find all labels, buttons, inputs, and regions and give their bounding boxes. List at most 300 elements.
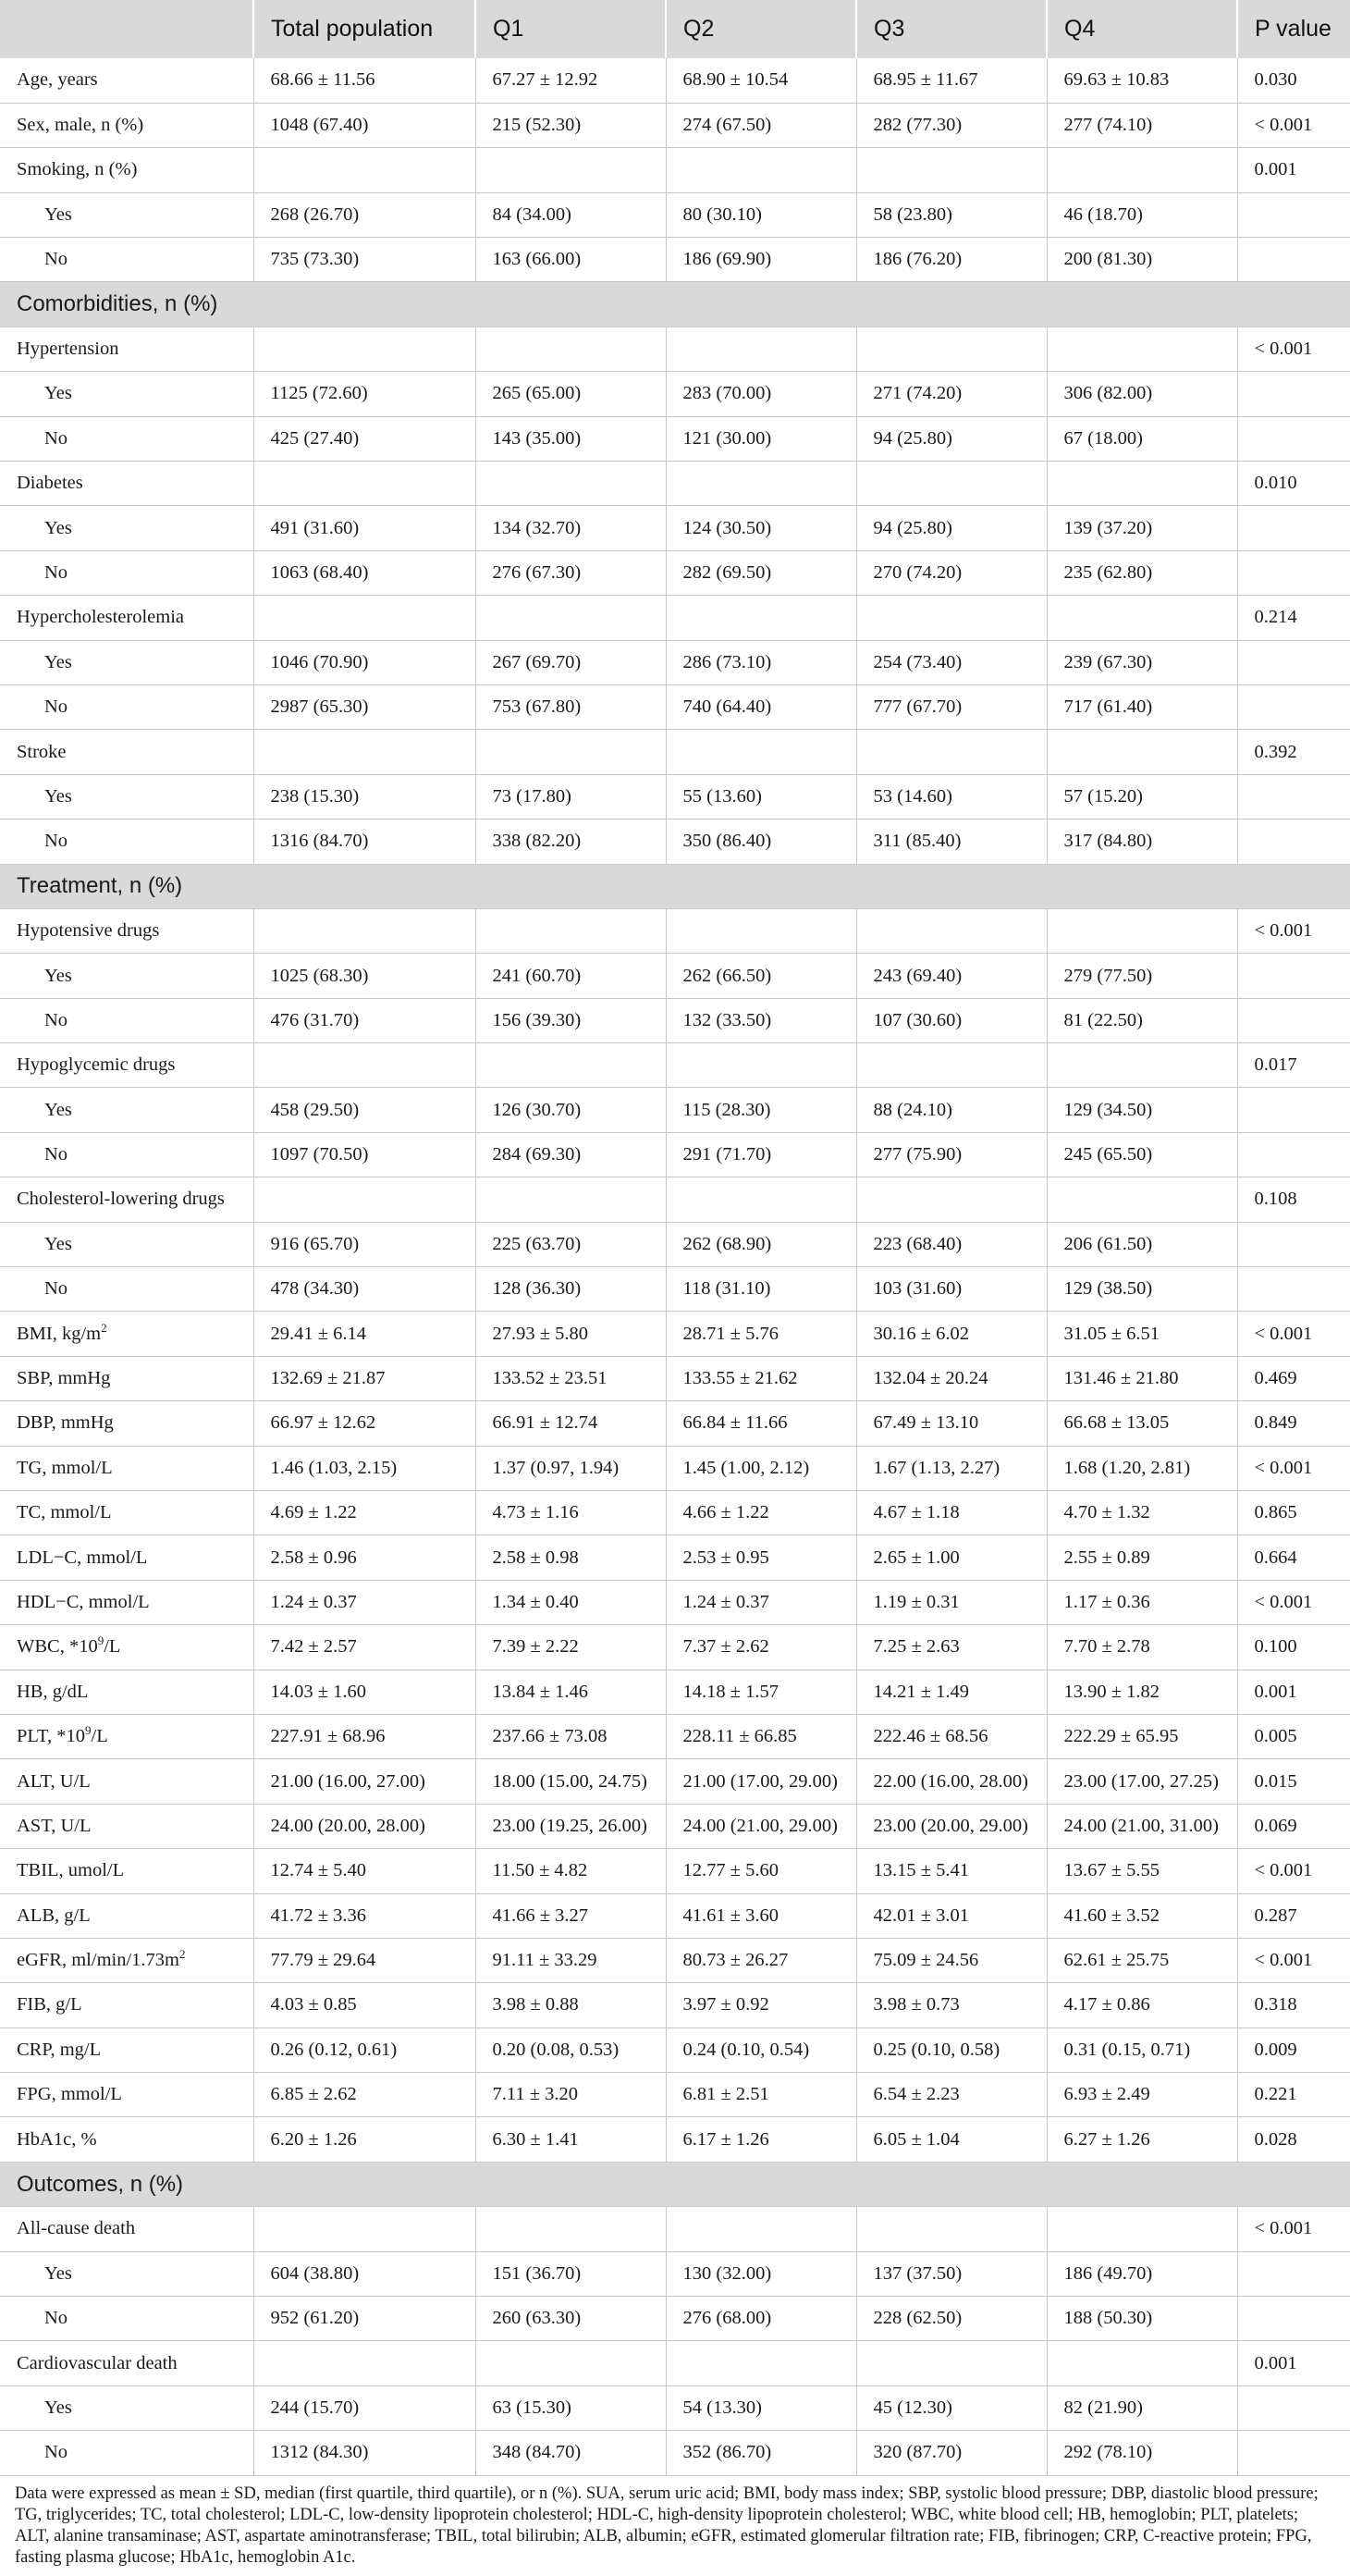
cell-q4: 0.31 (0.15, 0.71) [1047,2028,1237,2072]
cell-p-value [1237,640,1350,684]
row-label [0,1714,253,1758]
cell-p-value: 0.221 [1237,2073,1350,2117]
row-label-text: No [44,1278,68,1300]
row-label-text: PLT, *10 [17,1726,86,1747]
cell-p-value: 0.010 [1237,462,1350,506]
cell-q2: 7.37 ± 2.62 [666,1625,856,1670]
row-label [0,1177,253,1222]
cell-total: 0.26 (0.12, 0.61) [253,2028,475,2072]
subcategory-row [0,1132,1350,1177]
cell-q4: 62.61 ± 25.75 [1047,1938,1237,1982]
section-title: Outcomes, n (%) [0,2162,1350,2206]
cell-p-value [1237,2431,1350,2475]
row-label [0,327,253,371]
cell-q4 [1047,2207,1237,2251]
cell-q2 [666,1177,856,1222]
cell-q3: 4.67 ± 1.18 [856,1491,1047,1535]
row-label [0,596,253,640]
row-label-text: Yes [44,651,72,672]
cell-q4: 277 (74.10) [1047,103,1237,147]
cell-q4 [1047,1177,1237,1222]
cell-q1: 237.66 ± 73.08 [475,1714,666,1758]
cell-q3: 88 (24.10) [856,1088,1047,1132]
table-row [0,1356,1350,1400]
cell-q3: 67.49 ± 13.10 [856,1401,1047,1446]
subcategory-row [0,954,1350,998]
cell-q4: 13.90 ± 1.82 [1047,1670,1237,1714]
cell-q3: 6.05 ± 1.04 [856,2117,1047,2162]
cell-q3: 75.09 ± 24.56 [856,1938,1047,1982]
cell-q3: 2.65 ± 1.00 [856,1535,1047,1580]
cell-q1 [475,730,666,774]
cell-p-value: 0.100 [1237,1625,1350,1670]
cell-q1: 73 (17.80) [475,774,666,819]
cell-total: 1048 (67.40) [253,103,475,147]
cell-q1: 11.50 ± 4.82 [475,1849,666,1893]
cell-q3: 94 (25.80) [856,506,1047,550]
cell-q2: 286 (73.10) [666,640,856,684]
cell-q3: 311 (85.40) [856,820,1047,864]
cell-q4: 81 (22.50) [1047,998,1237,1042]
row-label [0,2297,253,2341]
header-cell-variable [0,0,253,58]
cell-q2: 21.00 (17.00, 29.00) [666,1759,856,1804]
cell-q3 [856,730,1047,774]
cell-p-value: 0.001 [1237,148,1350,192]
cell-total [253,462,475,506]
cell-q1: 27.93 ± 5.80 [475,1312,666,1356]
row-label-text: Cardiovascular death [17,2352,178,2373]
header-cell-q1: Q1 [475,0,666,58]
cell-total: 1.24 ± 0.37 [253,1580,475,1624]
section-title: Comorbidities, n (%) [0,282,1350,327]
row-label [0,2207,253,2251]
cell-q3: 6.54 ± 2.23 [856,2073,1047,2117]
table-row [0,1401,1350,1446]
cell-q2: 6.17 ± 1.26 [666,2117,856,2162]
cell-p-value [1237,238,1350,282]
row-label-text: TG, mmol/L [17,1457,113,1478]
subcategory-row [0,506,1350,550]
row-label [0,2431,253,2475]
cell-q1 [475,327,666,371]
cell-total: 1046 (70.90) [253,640,475,684]
table-row [0,1893,1350,1938]
cell-q2: 283 (70.00) [666,372,856,416]
cell-q1: 63 (15.30) [475,2385,666,2430]
cell-p-value [1237,998,1350,1042]
cell-q1: 66.91 ± 12.74 [475,1401,666,1446]
cell-total: 478 (34.30) [253,1267,475,1312]
cell-p-value [1237,416,1350,461]
cell-p-value: 0.318 [1237,1983,1350,2028]
cell-total: 14.03 ± 1.60 [253,1670,475,1714]
row-label-text: Yes [44,1099,72,1120]
row-label-text: HbA1c, % [17,2128,97,2150]
cell-q1: 163 (66.00) [475,238,666,282]
cell-q4: 717 (61.40) [1047,684,1237,729]
cell-p-value: < 0.001 [1237,1446,1350,1490]
cell-q2: 262 (68.90) [666,1222,856,1266]
cell-q3: 320 (87.70) [856,2431,1047,2475]
cell-p-value: < 0.001 [1237,1312,1350,1356]
cell-q2: 4.66 ± 1.22 [666,1491,856,1535]
cell-p-value [1237,192,1350,237]
cell-q2: 115 (28.30) [666,1088,856,1132]
cell-q3 [856,148,1047,192]
row-label-text: No [44,249,68,270]
row-label-text: Diabetes [17,473,83,494]
cell-total: 1063 (68.40) [253,550,475,595]
cell-q4 [1047,148,1237,192]
row-label [0,954,253,998]
row-label-text: All-cause death [17,2218,136,2239]
cell-p-value [1237,774,1350,819]
cell-q3 [856,2341,1047,2385]
cell-total: 21.00 (16.00, 27.00) [253,1759,475,1804]
cell-q4: 139 (37.20) [1047,506,1237,550]
cell-q1: 84 (34.00) [475,192,666,237]
table-row [0,1804,1350,1848]
cell-total [253,148,475,192]
cell-p-value: 0.287 [1237,1893,1350,1938]
table-row [0,730,1350,774]
cell-q1: 3.98 ± 0.88 [475,1983,666,2028]
cell-q2 [666,327,856,371]
cell-total: 6.85 ± 2.62 [253,2073,475,2117]
cell-q1: 151 (36.70) [475,2251,666,2296]
row-label [0,1132,253,1177]
cell-total: 244 (15.70) [253,2385,475,2430]
cell-p-value: 0.028 [1237,2117,1350,2162]
cell-q3: 45 (12.30) [856,2385,1047,2430]
cell-q1: 7.39 ± 2.22 [475,1625,666,1670]
cell-q4: 6.27 ± 1.26 [1047,2117,1237,2162]
cell-q2: 262 (66.50) [666,954,856,998]
cell-q4: 200 (81.30) [1047,238,1237,282]
row-label [0,1222,253,1266]
cell-total: 1125 (72.60) [253,372,475,416]
subcategory-row [0,2297,1350,2341]
row-label [0,238,253,282]
table-row [0,1938,1350,1982]
cell-total: 604 (38.80) [253,2251,475,2296]
subcategory-row [0,820,1350,864]
cell-q3 [856,1043,1047,1088]
cell-q2 [666,462,856,506]
cell-p-value [1237,1222,1350,1266]
table-row [0,1670,1350,1714]
table-row [0,1446,1350,1490]
cell-p-value: < 0.001 [1237,908,1350,953]
row-label [0,1356,253,1400]
subcategory-row [0,2385,1350,2430]
row-label [0,1043,253,1088]
cell-q1 [475,1177,666,1222]
cell-total: 952 (61.20) [253,2297,475,2341]
subcategory-row [0,550,1350,595]
cell-q2: 6.81 ± 2.51 [666,2073,856,2117]
cell-q1: 260 (63.30) [475,2297,666,2341]
section-header-row [0,2162,1350,2206]
cell-q3: 23.00 (20.00, 29.00) [856,1804,1047,1848]
row-label [0,774,253,819]
section-header-row [0,864,1350,908]
cell-q1: 225 (63.70) [475,1222,666,1266]
row-label-text: Yes [44,383,72,404]
cell-q1 [475,2207,666,2251]
row-label-text: AST, U/L [17,1815,92,1836]
row-label [0,1849,253,1893]
cell-q3: 243 (69.40) [856,954,1047,998]
table-row [0,1491,1350,1535]
cell-p-value: 0.001 [1237,2341,1350,2385]
header-cell-p-value: P value [1237,0,1350,58]
cell-q1: 128 (36.30) [475,1267,666,1312]
cell-p-value [1237,1267,1350,1312]
table-row [0,2207,1350,2251]
cell-q4 [1047,730,1237,774]
cell-q3: 94 (25.80) [856,416,1047,461]
cell-total [253,1177,475,1222]
cell-q1: 91.11 ± 33.29 [475,1938,666,1982]
row-label-suffix: /L [91,1726,108,1747]
cell-q2: 276 (68.00) [666,2297,856,2341]
cell-q4: 7.70 ± 2.78 [1047,1625,1237,1670]
cell-q1 [475,908,666,953]
cell-total: 458 (29.50) [253,1088,475,1132]
cell-total: 68.66 ± 11.56 [253,58,475,103]
cell-q2: 118 (31.10) [666,1267,856,1312]
row-label-text: DBP, mmHg [17,1412,114,1434]
cell-p-value: 0.001 [1237,1670,1350,1714]
cell-q2: 121 (30.00) [666,416,856,461]
cell-total: 1316 (84.70) [253,820,475,864]
cell-q3 [856,462,1047,506]
cell-q4: 306 (82.00) [1047,372,1237,416]
header-cell-q3: Q3 [856,0,1047,58]
row-label [0,1670,253,1714]
cell-p-value [1237,2251,1350,2296]
cell-q3: 58 (23.80) [856,192,1047,237]
cell-q4: 129 (34.50) [1047,1088,1237,1132]
row-label-superscript: 9 [85,1723,92,1738]
cell-q3: 22.00 (16.00, 28.00) [856,1759,1047,1804]
row-label-text: FPG, mmol/L [17,2084,122,2105]
subcategory-row [0,2251,1350,2296]
cell-q1 [475,2341,666,2385]
cell-total: 916 (65.70) [253,1222,475,1266]
row-label-text: HDL−C, mmol/L [17,1591,150,1612]
cell-q2: 186 (69.90) [666,238,856,282]
cell-p-value: 0.849 [1237,1401,1350,1446]
row-label-text: Stroke [17,741,67,762]
cell-q3: 68.95 ± 11.67 [856,58,1047,103]
row-label-text: BMI, kg/m [17,1323,102,1344]
row-label [0,1759,253,1804]
table-row [0,1625,1350,1670]
cell-q3: 271 (74.20) [856,372,1047,416]
row-label [0,2385,253,2430]
row-label-text: Yes [44,2397,72,2418]
table-row [0,2028,1350,2072]
cell-q2: 228.11 ± 66.85 [666,1714,856,1758]
cell-q4: 2.55 ± 0.89 [1047,1535,1237,1580]
row-label-text: SBP, mmHg [17,1368,111,1389]
row-label-suffix: /L [104,1636,121,1658]
cell-q2: 274 (67.50) [666,103,856,147]
cell-q1: 265 (65.00) [475,372,666,416]
cell-p-value: 0.069 [1237,1804,1350,1848]
cell-p-value: 0.009 [1237,2028,1350,2072]
cell-q3: 103 (31.60) [856,1267,1047,1312]
cell-q1: 348 (84.70) [475,2431,666,2475]
cell-q1: 284 (69.30) [475,1132,666,1177]
row-label [0,730,253,774]
row-label-text: eGFR, ml/min/1.73m [17,1950,179,1971]
cell-q1: 133.52 ± 23.51 [475,1356,666,1400]
cell-q1 [475,148,666,192]
header-cell-q2: Q2 [666,0,856,58]
cell-q3: 1.67 (1.13, 2.27) [856,1446,1047,1490]
subcategory-row [0,1088,1350,1132]
cell-p-value: 0.015 [1237,1759,1350,1804]
cell-q1 [475,462,666,506]
cell-q2 [666,596,856,640]
table-row [0,58,1350,103]
row-label-text: No [44,1144,68,1165]
cell-q2: 130 (32.00) [666,2251,856,2296]
cell-q3: 282 (77.30) [856,103,1047,147]
row-label-text: Smoking, n (%) [17,159,138,180]
cell-q2: 2.53 ± 0.95 [666,1535,856,1580]
cell-q4: 239 (67.30) [1047,640,1237,684]
cell-q1: 1.37 (0.97, 1.94) [475,1446,666,1490]
row-label [0,416,253,461]
table-header [0,0,1350,58]
cell-q1: 6.30 ± 1.41 [475,2117,666,2162]
cell-q2: 3.97 ± 0.92 [666,1983,856,2028]
cell-q3: 223 (68.40) [856,1222,1047,1266]
row-label [0,1401,253,1446]
cell-p-value [1237,684,1350,729]
row-label [0,372,253,416]
table-row [0,1177,1350,1222]
table-row [0,596,1350,640]
row-label-text: WBC, *10 [17,1636,98,1658]
cell-q1: 13.84 ± 1.46 [475,1670,666,1714]
cell-total: 2987 (65.30) [253,684,475,729]
row-label-text: LDL−C, mmol/L [17,1547,148,1568]
cell-q3: 254 (73.40) [856,640,1047,684]
row-label-superscript: 9 [97,1633,104,1648]
cell-q3: 137 (37.50) [856,2251,1047,2296]
cell-q2: 80.73 ± 26.27 [666,1938,856,1982]
cell-total: 41.72 ± 3.36 [253,1893,475,1938]
row-label-text: No [44,427,68,449]
cell-q2: 282 (69.50) [666,550,856,595]
cell-p-value [1237,506,1350,550]
row-label-text: No [44,561,68,583]
cell-q3: 277 (75.90) [856,1132,1047,1177]
cell-q2: 28.71 ± 5.76 [666,1312,856,1356]
cell-total: 2.58 ± 0.96 [253,1535,475,1580]
subcategory-row [0,684,1350,729]
cell-q3: 228 (62.50) [856,2297,1047,2341]
cell-total: 1097 (70.50) [253,1132,475,1177]
row-label-text: No [44,1009,68,1030]
cell-p-value: 0.030 [1237,58,1350,103]
table-row [0,1580,1350,1624]
cell-q4: 186 (49.70) [1047,2251,1237,2296]
cell-p-value: 0.214 [1237,596,1350,640]
cell-p-value: < 0.001 [1237,1938,1350,1982]
cell-q4: 24.00 (21.00, 31.00) [1047,1804,1237,1848]
cell-q3: 1.19 ± 0.31 [856,1580,1047,1624]
section-header-row [0,282,1350,327]
cell-q1: 267 (69.70) [475,640,666,684]
cell-q4: 82 (21.90) [1047,2385,1237,2430]
row-label [0,820,253,864]
cell-q1: 134 (32.70) [475,506,666,550]
cell-q2: 12.77 ± 5.60 [666,1849,856,1893]
cell-q1: 67.27 ± 12.92 [475,58,666,103]
cell-q3 [856,1177,1047,1222]
table-footnote: Data were expressed as mean ± SD, median (first quartile, third quartile), or n (%). SUA, serum uric acid; BMI, body mass index; SBP, systolic blood pressure; DBP, diastolic blood pressure; TG, triglycerides; TC, total cholesterol; LDL-C, low-density lipoprotein cholesterol; HDL-C, high-density lipoprotein cholesterol; WBC, white blood cell; HB, hemoglobin; PLT, platelets; ALT, alanine transaminase; AST, aspartate aminotransferase; TBIL, total bilirubin; ALB, albumin; eGFR, estimated glomerular filtration rate; FIB, fibrinogen; CRP, C-reactive protein; FPG, fasting plasma glucose; HbA1c, hemoglobin A1c. [15,2484,1319,2567]
table-row [0,1714,1350,1758]
table-row [0,462,1350,506]
cell-p-value [1237,1132,1350,1177]
row-label [0,1535,253,1580]
table-row [0,327,1350,371]
row-label-text: Hypercholesterolemia [17,607,185,628]
row-label-text: Yes [44,1233,72,1254]
cell-p-value [1237,2297,1350,2341]
cell-q2 [666,2341,856,2385]
row-label [0,1938,253,1982]
row-label-text: ALB, g/L [17,1904,91,1926]
row-label-text: Hypertension [17,339,119,360]
cell-q4: 206 (61.50) [1047,1222,1237,1266]
cell-q1 [475,1043,666,1088]
subcategory-row [0,2431,1350,2475]
row-label-superscript: 2 [178,1947,186,1962]
row-label-text: Yes [44,517,72,538]
row-label [0,462,253,506]
cell-p-value [1237,954,1350,998]
row-label [0,1983,253,2028]
cell-total: 491 (31.60) [253,506,475,550]
row-label [0,148,253,192]
cell-q4 [1047,462,1237,506]
cell-total [253,1043,475,1088]
row-label [0,192,253,237]
cell-q1: 156 (39.30) [475,998,666,1042]
cell-q2: 41.61 ± 3.60 [666,1893,856,1938]
row-label-text: Yes [44,2262,72,2284]
subcategory-row [0,1222,1350,1266]
cell-q2 [666,908,856,953]
cell-total: 4.03 ± 0.85 [253,1983,475,2028]
cell-q4: 4.17 ± 0.86 [1047,1983,1237,2028]
cell-q4 [1047,908,1237,953]
row-label-text: Age, years [17,69,98,91]
header-row [0,0,1350,58]
row-label-text: Yes [44,203,72,225]
cell-p-value [1237,820,1350,864]
cell-q1: 7.11 ± 3.20 [475,2073,666,2117]
row-label [0,550,253,595]
